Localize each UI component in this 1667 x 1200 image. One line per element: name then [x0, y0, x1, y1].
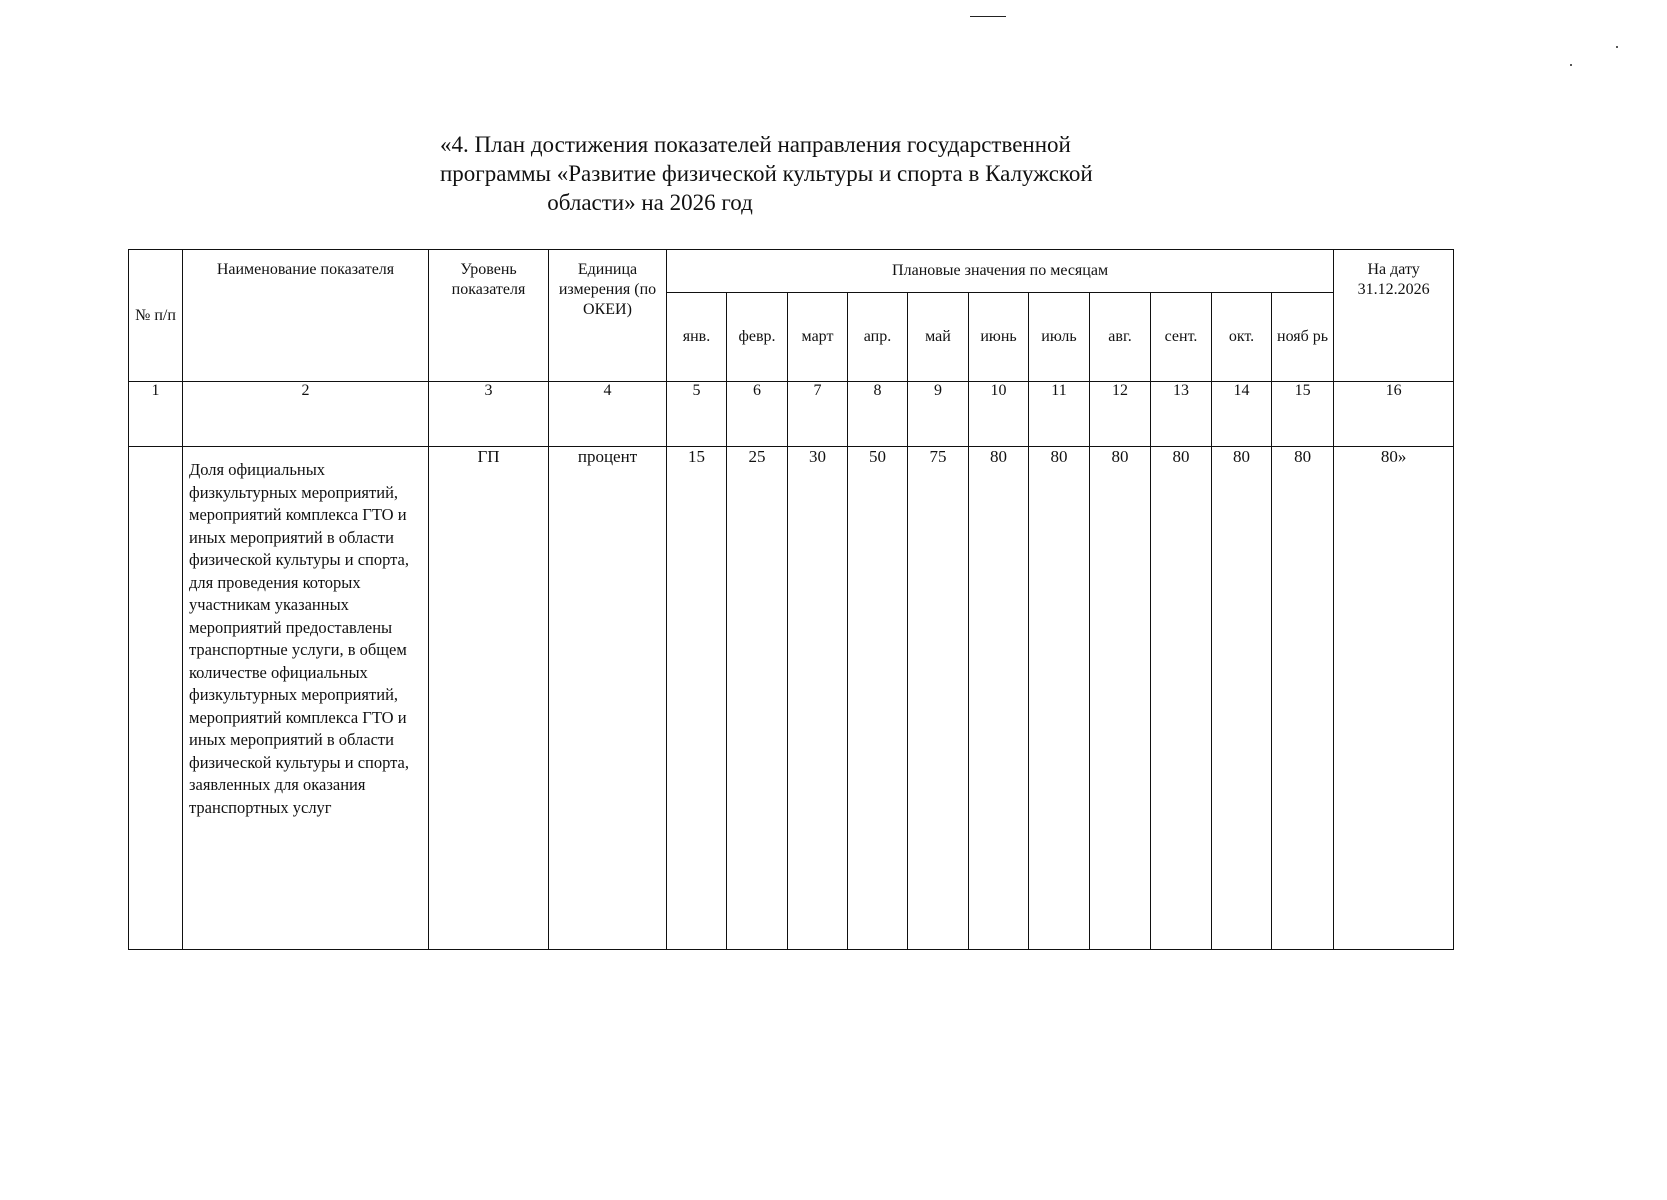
table-row [129, 447, 1454, 950]
column-number: 13 [1151, 382, 1212, 447]
header-month: окт. [1212, 293, 1272, 382]
month-value: 80 [1272, 447, 1334, 950]
end-value: 80» [1334, 447, 1454, 950]
header-month: май [908, 293, 969, 382]
column-number: 8 [848, 382, 908, 447]
document-title [440, 130, 1093, 217]
month-value: 50 [848, 447, 908, 950]
scan-speck [1570, 64, 1572, 66]
indicator-name: Доля официальных физкультурных мероприятий, мероприятий комплекса ГТО и иных мероприятий в области физической культуры и спорта, для проведения которых участникам указанных мероприятий предоставлены транспортные услуги, в общем количестве официальных физкультурных мероприятий, мероприятий комплекса ГТО и иных мероприятий в области физической культуры и спорта, заявленных для оказания транспортных услуг [183, 447, 429, 950]
month-value: 80 [1212, 447, 1272, 950]
column-number: 6 [727, 382, 788, 447]
header-num: № п/п [129, 250, 183, 382]
header-level: Уровень показателя [429, 250, 549, 382]
header-row [129, 250, 1454, 293]
header-unit: Единица измерения (по ОКЕИ) [549, 250, 667, 382]
header-month: июль [1029, 293, 1090, 382]
column-number: 7 [788, 382, 848, 447]
column-number: 12 [1090, 382, 1151, 447]
header-monthly-group: Плановые значения по месяцам [667, 250, 1334, 293]
month-value: 30 [788, 447, 848, 950]
month-value: 80 [1090, 447, 1151, 950]
header-end-date: На дату 31.12.2026 [1334, 250, 1454, 382]
month-value: 25 [727, 447, 788, 950]
column-number: 4 [549, 382, 667, 447]
column-number: 14 [1212, 382, 1272, 447]
header-month: нояб рь [1272, 293, 1334, 382]
header-month: авг. [1090, 293, 1151, 382]
month-value: 80 [1029, 447, 1090, 950]
month-value: 80 [1151, 447, 1212, 950]
header-month: февр. [727, 293, 788, 382]
title-line: «4. План достижения показателей направления государственной [440, 132, 1071, 157]
header-name: Наименование показателя [183, 250, 429, 382]
indicator-unit: процент [549, 447, 667, 950]
title-line: области» на 2026 год [547, 190, 753, 215]
column-number: 15 [1272, 382, 1334, 447]
header-month: апр. [848, 293, 908, 382]
header-month: сент. [1151, 293, 1212, 382]
scan-speck [1616, 46, 1618, 48]
column-number-row [129, 382, 1454, 447]
header-month: июнь [969, 293, 1029, 382]
column-number: 3 [429, 382, 549, 447]
month-value: 80 [969, 447, 1029, 950]
row-num [129, 447, 183, 950]
column-number: 5 [667, 382, 727, 447]
indicator-level: ГП [429, 447, 549, 950]
column-number: 11 [1029, 382, 1090, 447]
header-month: янв. [667, 293, 727, 382]
column-number: 9 [908, 382, 969, 447]
month-value: 75 [908, 447, 969, 950]
column-number: 2 [183, 382, 429, 447]
column-number: 1 [129, 382, 183, 447]
column-number: 10 [969, 382, 1029, 447]
month-value: 15 [667, 447, 727, 950]
header-month: март [788, 293, 848, 382]
top-dash-mark [970, 16, 1006, 17]
indicator-plan-table [128, 249, 1454, 950]
column-number: 16 [1334, 382, 1454, 447]
title-line: программы «Развитие физической культуры и спорта в Калужской [440, 161, 1093, 186]
